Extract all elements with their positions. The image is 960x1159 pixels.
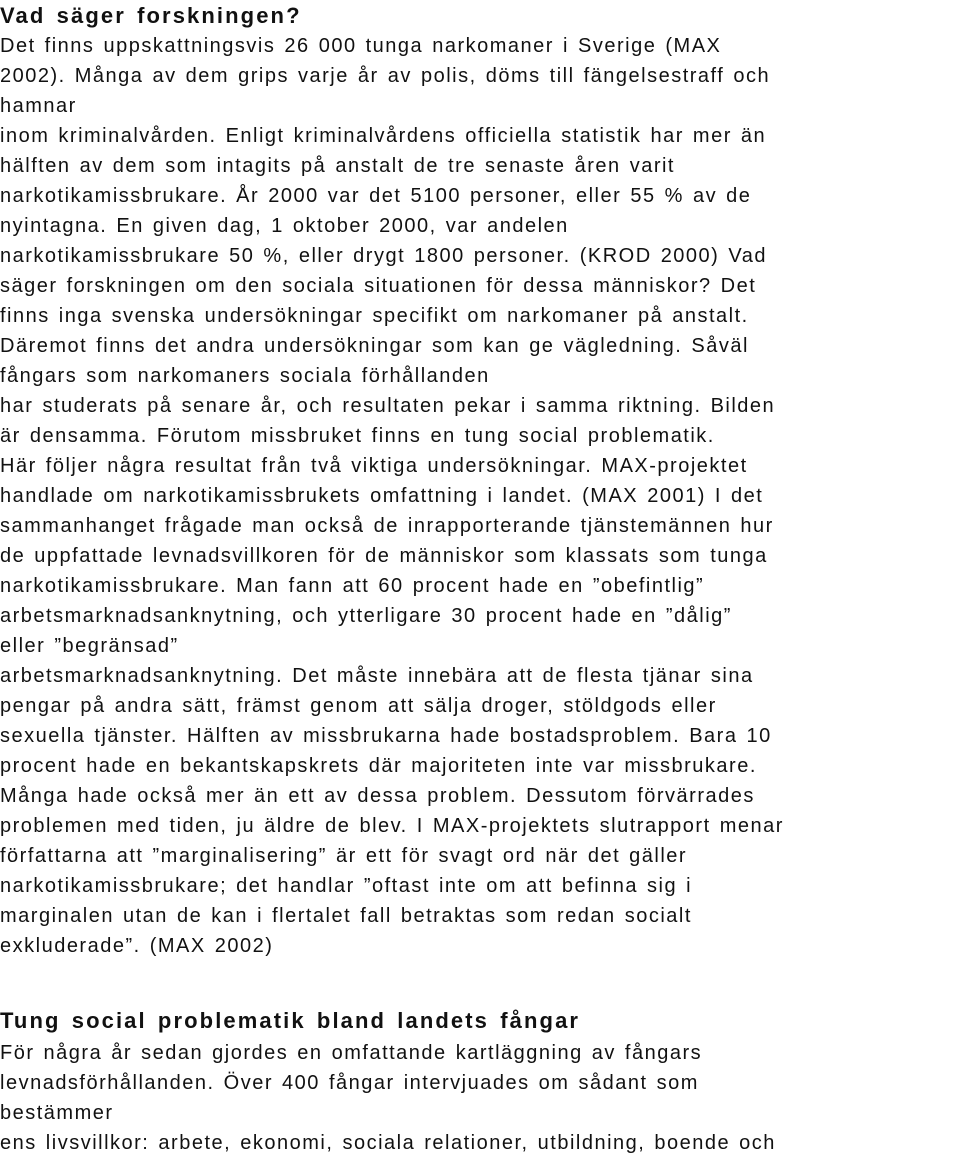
section-heading: Vad säger forskningen?	[0, 3, 302, 28]
body-line: sexuella tjänster. Hälften av missbrukarna hade bostadsproblem. Bara 10	[0, 725, 772, 747]
body-line: narkotikamissbrukare; det handlar ”oftast inte om att befinna sig i	[0, 875, 693, 897]
body-line: eller ”begränsad”	[0, 635, 179, 657]
body-line: narkotikamissbrukare. Man fann att 60 procent hade en ”obefintlig”	[0, 575, 705, 597]
body-line: hälften av dem som intagits på anstalt de tre senaste åren varit	[0, 155, 675, 177]
body-line: Det finns uppskattningsvis 26 000 tunga narkomaner i Sverige (MAX	[0, 35, 722, 57]
body-line: finns inga svenska undersökningar specifikt om narkomaner på anstalt.	[0, 305, 749, 327]
body-line: exkluderade”. (MAX 2002)	[0, 935, 274, 957]
body-line: hamnar	[0, 95, 77, 117]
body-line: nyintagna. En given dag, 1 oktober 2000, var andelen	[0, 215, 569, 237]
body-line: de uppfattade levnadsvillkoren för de människor som klassats som tunga	[0, 545, 768, 567]
body-line: bestämmer	[0, 1102, 114, 1124]
body-line: säger forskningen om den sociala situationen för dessa människor? Det	[0, 275, 757, 297]
body-line: inom kriminalvården. Enligt kriminalvårdens officiella statistik har mer än	[0, 125, 767, 147]
body-line: fångars som narkomaners sociala förhållanden	[0, 365, 490, 387]
body-line: Många hade också mer än ett av dessa problem. Dessutom förvärrades	[0, 785, 755, 807]
body-line: problemen med tiden, ju äldre de blev. I MAX-projektets slutrapport menar	[0, 815, 784, 837]
body-line: arbetsmarknadsanknytning, och ytterligare 30 procent hade en ”dålig”	[0, 605, 732, 627]
body-line: procent hade en bekantskapskrets där majoriteten inte var missbrukare.	[0, 755, 757, 777]
body-line: sammanhanget frågade man också de inrapporterande tjänstemännen hur	[0, 515, 774, 537]
body-line: levnadsförhållanden. Över 400 fångar intervjuades om sådant som	[0, 1072, 699, 1094]
body-line: är densamma. Förutom missbruket finns en tung social problematik.	[0, 425, 715, 447]
section-heading: Tung social problematik bland landets fångar	[0, 1008, 581, 1033]
body-line: narkotikamissbrukare. År 2000 var det 5100 personer, eller 55 % av de	[0, 185, 752, 207]
body-line: handlade om narkotikamissbrukets omfattning i landet. (MAX 2001) I det	[0, 485, 764, 507]
body-line: arbetsmarknadsanknytning. Det måste innebära att de flesta tjänar sina	[0, 665, 754, 687]
body-line: författarna att ”marginalisering” är ett för svagt ord när det gäller	[0, 845, 688, 867]
body-line: Här följer några resultat från två viktiga undersökningar. MAX-projektet	[0, 455, 748, 477]
body-line: För några år sedan gjordes en omfattande kartläggning av fångars	[0, 1042, 703, 1064]
body-line: pengar på andra sätt, främst genom att sälja droger, stöldgods eller	[0, 695, 717, 717]
body-line: 2002). Många av dem grips varje år av polis, döms till fängelsestraff och	[0, 65, 771, 87]
body-line: Däremot finns det andra undersökningar som kan ge vägledning. Såväl	[0, 335, 749, 357]
body-line: har studerats på senare år, och resultaten pekar i samma riktning. Bilden	[0, 395, 776, 417]
body-line: ens livsvillkor: arbete, ekonomi, sociala relationer, utbildning, boende och	[0, 1132, 776, 1154]
body-line: marginalen utan de kan i flertalet fall betraktas som redan socialt	[0, 905, 692, 927]
body-line: narkotikamissbrukare 50 %, eller drygt 1800 personer. (KROD 2000) Vad	[0, 245, 767, 267]
